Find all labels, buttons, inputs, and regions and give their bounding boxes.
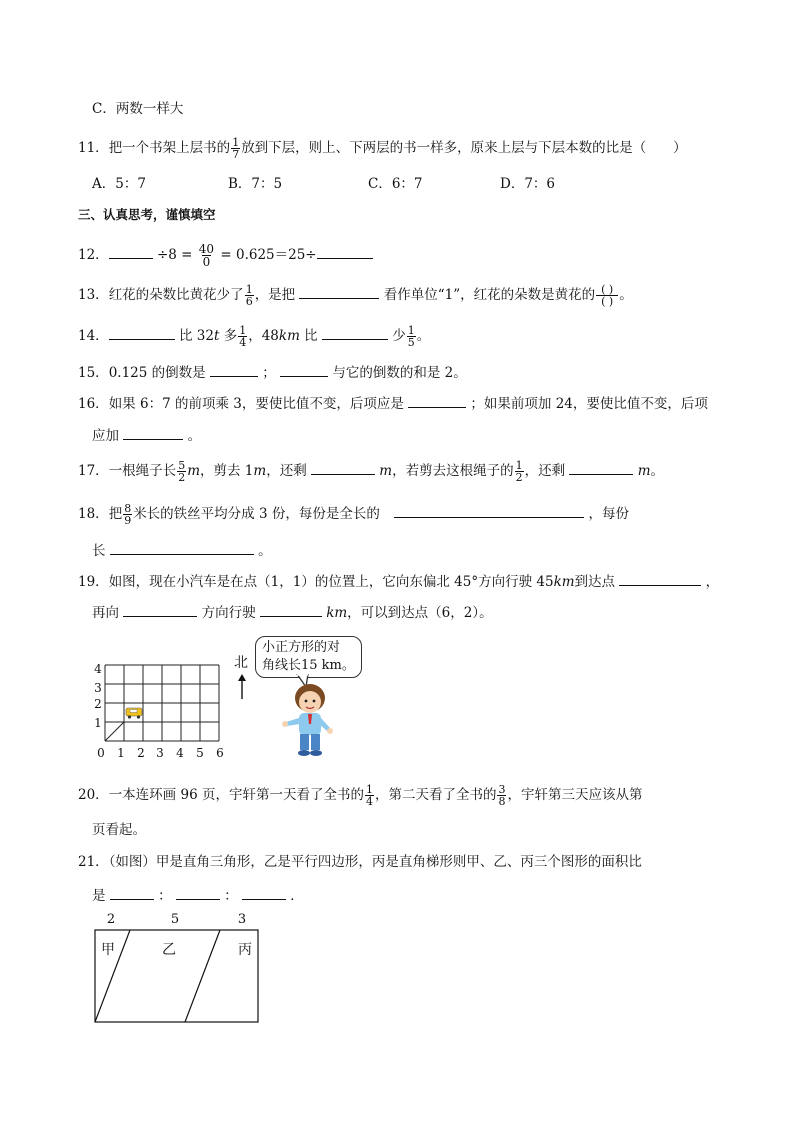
north-label: 北	[234, 655, 248, 671]
q15-blank-2[interactable]	[280, 362, 328, 377]
q21-top-label-2: 5	[170, 912, 180, 927]
q12-frac-den: 0	[202, 255, 211, 269]
q19-x-tick-1: 1	[117, 746, 125, 760]
q18-text-d: 长	[92, 543, 106, 559]
q15-text-c: 与它的倒数的和是 2。	[332, 365, 467, 381]
q21-figure	[88, 908, 268, 1028]
q12-frac-num: 40	[198, 242, 215, 256]
q15-number: 15．	[78, 365, 109, 381]
q20-text-c: ，宇轩第三天应该从第	[507, 787, 643, 803]
q17-text-d: ，若剪去这根绳子的	[392, 463, 514, 479]
q13-fraction	[245, 284, 254, 307]
q19-unit-km-1: km	[553, 574, 575, 590]
q11-text-post: 放到下层，则上、下两层的书一样多，原来上层与下层本数的比是（ ）	[241, 140, 687, 156]
q13-answer-fraction[interactable]	[596, 284, 618, 307]
q21-colon-1: ：	[158, 888, 172, 904]
q13-blank-1[interactable]	[299, 284, 379, 299]
q11-fraction	[231, 137, 240, 160]
q20-frac2-num: 3	[498, 783, 506, 796]
q19-text-c: ，	[705, 574, 720, 590]
question-18-cont	[92, 540, 272, 560]
q19-text-f: ，可以到达点（6，2）。	[347, 605, 493, 621]
q17-blank-2[interactable]	[569, 460, 633, 475]
section-3-title: 三、认真思考，谨慎填空	[78, 207, 216, 222]
q20-text-a: 一本连环画 96 页，宇轩第一天看了全书的	[108, 787, 364, 803]
q21-text-b: 是	[92, 888, 106, 904]
q14-unit-t: t	[213, 328, 220, 344]
q21-text-a: （如图）甲是直角三角形，乙是平行四边形，丙是直角梯形则甲、乙、丙三个图形的面积比	[108, 854, 642, 870]
question-14	[78, 325, 430, 348]
q11-frac-num: 1	[232, 136, 240, 149]
q19-text-a: 如图，现在小汽车是在点（1，1）的位置上，它向东偏北 45°方向行驶 45	[108, 574, 554, 590]
q14-frac2-num: 1	[407, 324, 415, 337]
q16-blank-1[interactable]	[408, 393, 466, 408]
q11-option-d[interactable]: D．7：6	[500, 176, 556, 192]
q19-text-d: 再向	[92, 605, 119, 621]
q13-end: 。	[619, 287, 633, 303]
q21-label-jia: 甲	[101, 942, 115, 958]
question-20	[78, 784, 642, 807]
q12-div8: ÷8 =	[156, 247, 193, 263]
q20-frac2-den: 8	[498, 795, 506, 808]
question-20-cont	[92, 821, 146, 839]
q13-answer-num[interactable]: ( )	[601, 283, 614, 296]
q11-frac-den: 7	[232, 148, 240, 161]
question-16	[78, 393, 708, 413]
q13-number: 13．	[78, 287, 109, 303]
q14-blank-1[interactable]	[109, 325, 175, 340]
q15-text-b: ；	[262, 365, 276, 381]
q13-text-mid2: 看作单位“1”，红花的朵数是黄花的	[383, 287, 596, 303]
q18-text-c: ，每份	[588, 506, 629, 522]
q19-text-e: 方向行驶	[201, 605, 256, 621]
north-arrow-icon	[236, 674, 248, 700]
q21-label-yi: 乙	[162, 942, 176, 958]
q18-number: 18．	[78, 506, 109, 522]
question-17	[78, 460, 664, 483]
q14-text-c: ，48	[248, 328, 279, 344]
q14-frac1-den: 4	[239, 336, 247, 349]
q15-text-a: 0.125 的倒数是	[108, 365, 206, 381]
q21-divider-2	[185, 930, 220, 1022]
question-13	[78, 284, 633, 307]
q14-frac1-num: 1	[239, 324, 247, 337]
q13-answer-den[interactable]: ( )	[596, 295, 618, 307]
q14-text-b: 多	[219, 328, 238, 344]
q15-blank-1[interactable]	[210, 362, 258, 377]
q17-unit-m-3: m	[379, 463, 393, 479]
q18-text-b: 米长的铁丝平均分成 3 份，每份是全长的	[133, 506, 380, 522]
q19-car-icon	[126, 708, 142, 719]
q21-colon-2: ：	[224, 888, 238, 904]
q21-blank-1[interactable]	[110, 885, 154, 900]
q20-fraction-2	[497, 784, 506, 807]
q19-text-b: 到达点	[574, 574, 616, 590]
q14-end: 。	[416, 328, 431, 344]
q14-text-a: 比 32	[178, 328, 214, 344]
q14-number: 14．	[78, 328, 109, 344]
q17-frac1-den: 2	[178, 471, 186, 484]
question-19	[78, 571, 719, 591]
q18-blank-1[interactable]	[394, 503, 584, 518]
q10-option-c[interactable]: C．两数一样大	[92, 101, 184, 117]
q17-fraction-1	[177, 460, 186, 483]
q21-top-label-1: 2	[106, 912, 116, 927]
q21-rectangle	[95, 930, 258, 1022]
q20-fraction-1	[365, 784, 374, 807]
q17-text-a: 一根绳子长	[108, 463, 177, 479]
q18-blank-2[interactable]	[110, 540, 254, 555]
q14-text-d: 比	[299, 328, 318, 344]
q21-blank-3[interactable]	[242, 885, 286, 900]
q20-frac1-den: 4	[365, 795, 373, 808]
q12-blank-2[interactable]	[317, 244, 373, 259]
q21-label-bing: 丙	[238, 942, 252, 958]
boy-character-icon	[280, 680, 338, 760]
q18-frac-den: 9	[124, 514, 132, 527]
q17-number: 17．	[78, 463, 109, 479]
question-19-cont	[92, 602, 493, 622]
q13-frac-num: 1	[245, 283, 253, 296]
q17-frac2-den: 2	[515, 471, 523, 484]
q19-y-tick-2: 2	[94, 697, 102, 711]
q18-text-a: 把	[108, 506, 123, 522]
q19-x-tick-2: 2	[137, 746, 145, 760]
bubble-line-2: 角线长15 km。	[262, 658, 355, 673]
q19-blank-3[interactable]	[260, 602, 322, 617]
q13-text-mid: ，是把	[254, 287, 296, 303]
q20-text-b: ，第二天看了全书的	[374, 787, 497, 803]
q19-x-tick-5: 5	[196, 746, 204, 760]
q11-option-a[interactable]: A．5：7	[92, 176, 146, 192]
bubble-line-1: 小正方形的对	[262, 640, 341, 655]
q14-frac2-den: 5	[407, 336, 415, 349]
q11-option-b[interactable]: B．7：5	[228, 176, 283, 192]
q20-number: 20．	[78, 787, 109, 803]
q19-x-tick-0: 0	[97, 746, 105, 760]
q17-text-e: ，还剩	[524, 463, 566, 479]
q17-text-c: ，还剩	[266, 463, 307, 479]
q20-text-d: 页看起。	[92, 822, 146, 838]
q14-blank-2[interactable]	[322, 325, 388, 340]
q19-grid-figure	[88, 655, 238, 765]
q11-text-pre: 把一个书架上层书的	[108, 140, 231, 156]
q16-text-b: ；如果前项加 24，要使比值不变，后项	[470, 396, 708, 412]
question-21	[78, 853, 642, 871]
q17-end: 。	[650, 463, 665, 479]
question-18	[78, 503, 629, 526]
question-21-cont	[92, 885, 304, 905]
q14-fraction-1	[238, 325, 247, 348]
q14-unit-km: km	[278, 328, 300, 344]
q16-text-a: 如果 6：7 的前项乘 3，要使比值不变，后项应是	[108, 396, 404, 412]
speech-bubble	[255, 636, 362, 678]
q12-number: 12．	[78, 247, 109, 263]
q19-number: 19．	[78, 574, 109, 590]
q18-end: 。	[258, 543, 272, 559]
q16-text-d: 。	[187, 428, 202, 444]
q17-text-b: ，剪去 1	[200, 463, 254, 479]
q12-fraction	[198, 243, 215, 268]
q12-blank-1[interactable]	[109, 244, 153, 259]
question-16-cont	[92, 425, 201, 445]
q16-text-c: 应加	[92, 428, 119, 444]
q21-number: 21．	[78, 854, 109, 870]
q11-option-c[interactable]: C．6：7	[368, 176, 423, 192]
q19-blank-2[interactable]	[123, 602, 197, 617]
q19-y-tick-4: 4	[94, 662, 102, 676]
q19-grid-lines	[105, 665, 219, 741]
q16-blank-2[interactable]	[123, 425, 183, 440]
q17-frac2-num: 1	[515, 459, 523, 472]
q17-unit-m-1: m	[187, 463, 200, 479]
q13-frac-den: 6	[245, 295, 253, 308]
q13-text-pre: 红花的朵数比黄花少了	[108, 287, 244, 303]
q21-blank-2[interactable]	[176, 885, 220, 900]
question-15	[78, 362, 467, 382]
q17-frac1-num: 5	[178, 459, 186, 472]
q17-fraction-2	[515, 460, 524, 483]
q18-fraction	[123, 503, 132, 526]
q19-unit-km-2: km	[326, 605, 348, 621]
q17-unit-m-4: m	[637, 463, 651, 479]
q14-text-e: 少	[392, 328, 406, 344]
question-12	[78, 243, 373, 268]
q17-unit-m-2: m	[253, 463, 267, 479]
q19-x-tick-4: 4	[176, 746, 184, 760]
q12-rest: = 0.625＝25÷	[220, 247, 317, 263]
q19-x-tick-6: 6	[216, 746, 224, 760]
q14-fraction-2	[407, 325, 416, 348]
q19-x-tick-3: 3	[156, 746, 164, 760]
q19-y-tick-1: 1	[94, 716, 102, 730]
q20-frac1-num: 1	[365, 783, 373, 796]
q19-blank-1[interactable]	[619, 571, 701, 586]
q21-end: ．	[290, 888, 304, 904]
q19-y-tick-3: 3	[94, 681, 102, 695]
q17-blank-1[interactable]	[311, 460, 375, 475]
q16-number: 16．	[78, 396, 109, 412]
q18-frac-num: 8	[124, 502, 132, 515]
q21-top-label-3: 3	[237, 912, 247, 927]
question-11	[78, 137, 687, 160]
q11-number: 11．	[78, 140, 109, 156]
